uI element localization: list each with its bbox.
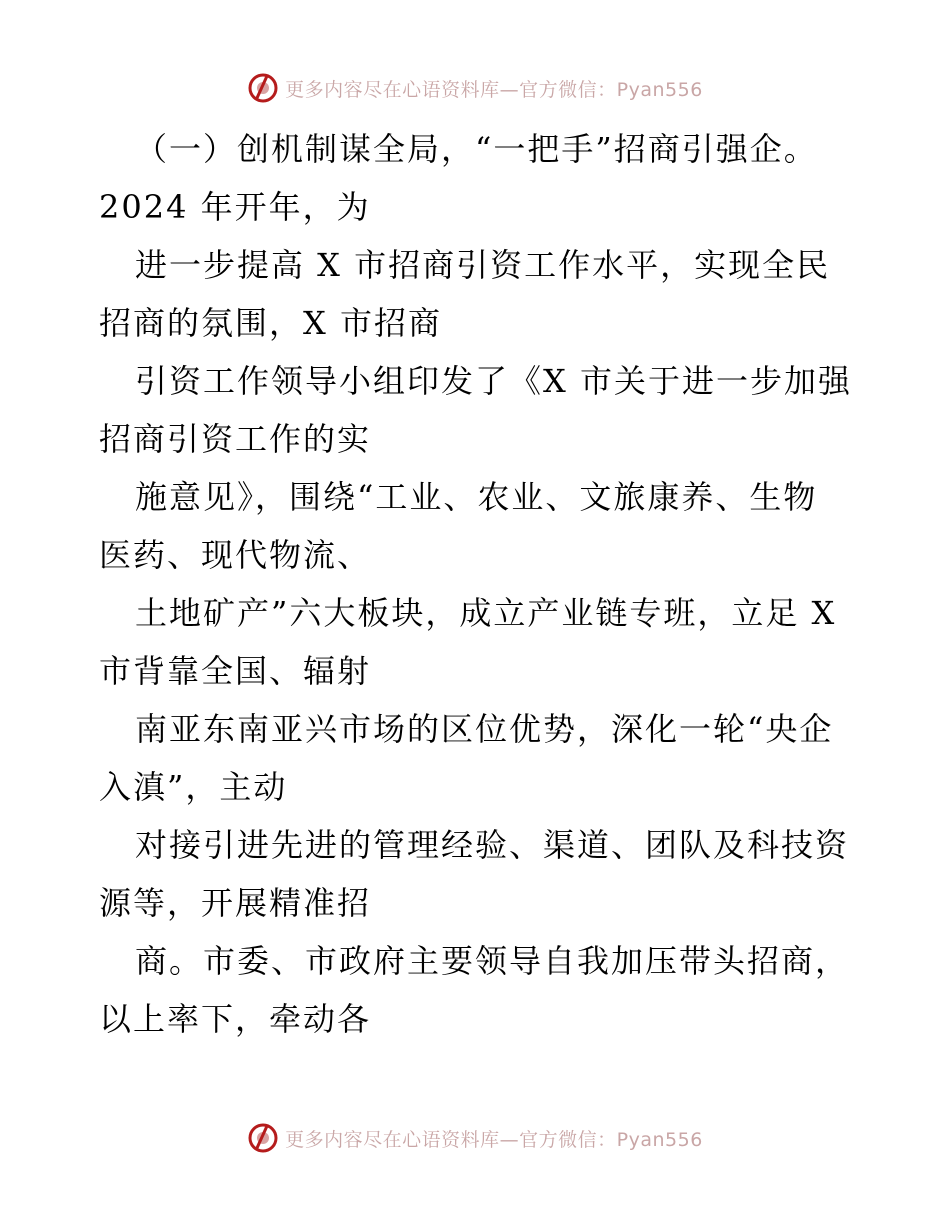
text-line: 招商的氛围，X 市招商: [99, 304, 442, 342]
text-line: 商。市委、市政府主要领导自我加压带头招商，: [135, 942, 850, 980]
document-body: [99, 120, 859, 1048]
text-line: 对接引进先进的管理经验、渠道、团队及科技资: [135, 826, 850, 864]
text-line: （一）创机制谋全局，“一把手”招商引强企。: [135, 130, 818, 168]
text-line: 施意见》，围绕“工业、农业、文旅康养、生物: [135, 478, 818, 516]
text-line: 医药、现代物流、: [99, 536, 372, 574]
text-line: 土地矿产”六大板块，成立产业链专班，立足 X: [135, 594, 837, 632]
watermark-logo-icon: [247, 72, 279, 104]
text-line: 市背靠全国、辐射: [99, 652, 372, 690]
text-line: 引资工作领导小组印发了《X 市关于进一步加强: [135, 362, 852, 400]
text-line: 招商引资工作的实: [99, 420, 372, 458]
text-line: 2024 年开年，为: [99, 188, 371, 226]
footer-watermark: [0, 1122, 950, 1154]
watermark-logo-icon: [247, 1122, 279, 1154]
header-watermark: [0, 72, 950, 104]
watermark-text: 更多内容尽在心语资料库—官方微信：Pyan556: [285, 1128, 703, 1151]
text-line: 以上率下，牵动各: [99, 1000, 372, 1038]
text-line: 进一步提高 X 市招商引资工作水平，实现全民: [135, 246, 831, 284]
watermark-text: 更多内容尽在心语资料库—官方微信：Pyan556: [285, 78, 703, 101]
text-line: 入滇”，主动: [99, 768, 288, 806]
text-line: 南亚东南亚兴市场的区位优势，深化一轮“央企: [135, 710, 834, 748]
text-line: 源等，开展精准招: [99, 884, 372, 922]
